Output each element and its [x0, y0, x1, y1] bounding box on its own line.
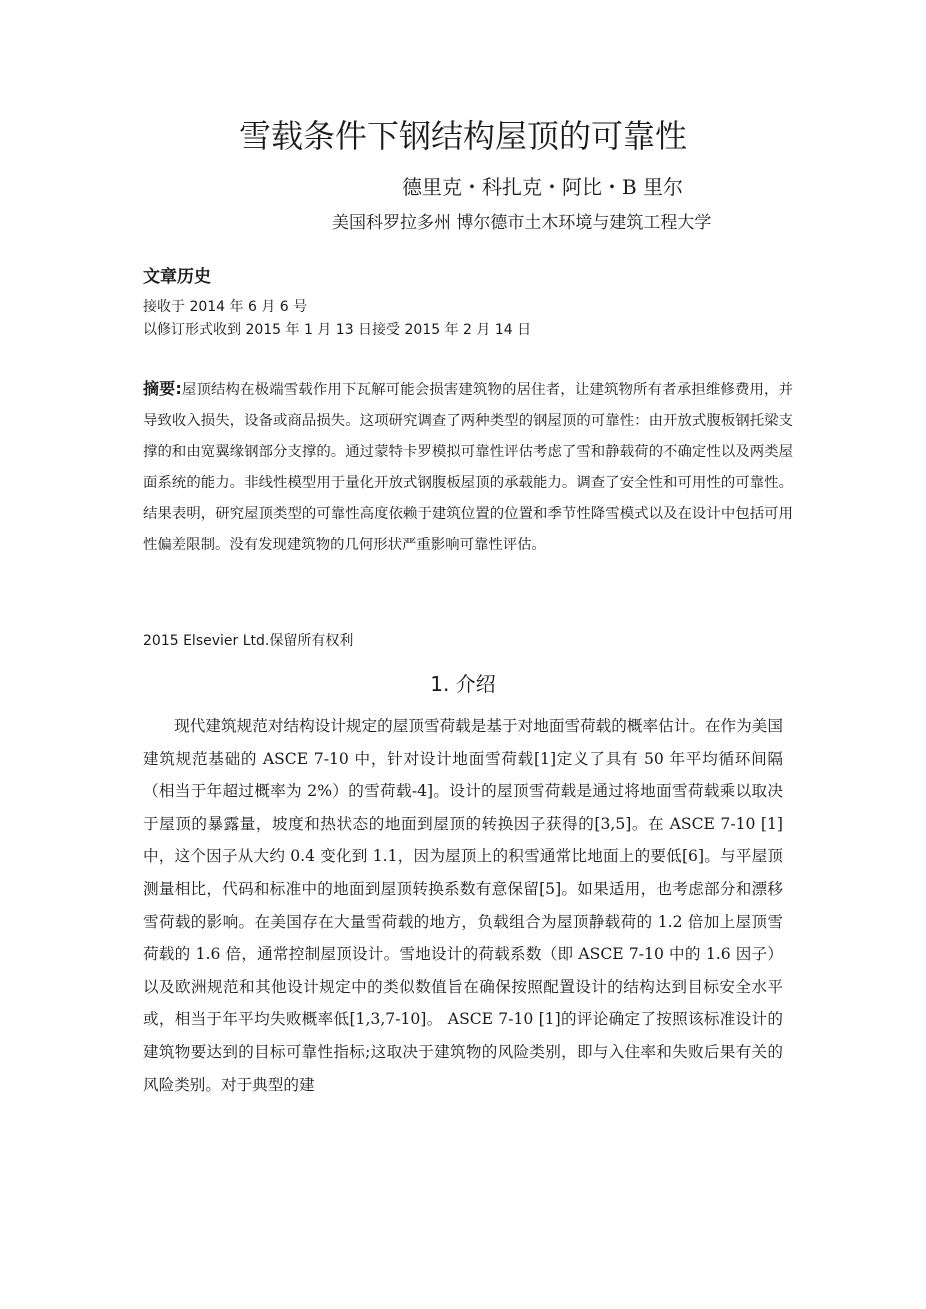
article-history-heading: 文章历史	[143, 267, 211, 287]
section-heading-introduction: 1. 介绍	[430, 672, 496, 696]
abstract	[143, 373, 793, 561]
revised-accepted-date: 以修订形式收到 2015 年 1 月 13 日接受 2015 年 2 月 14 日	[143, 322, 532, 338]
abstract-label: 摘要:	[143, 379, 182, 398]
introduction-paragraph: 现代建筑规范对结构设计规定的屋顶雪荷载是基于对地面雪荷载的概率估计。在作为美国建筑规范基础的 ASCE 7-10 中，针对设计地面雪荷载[1]定义了具有 50 年平均循环间隔（相当于年超过概率为 2%）的雪荷载-4]。设计的屋顶雪荷载是通过将地面雪荷载乘以取决于屋顶的暴露量，坡度和热状态的地面到屋顶的转换因子获得的[3,5]。在 ASCE 7-10 [1]中，这个因子从大约 0.4 变化到 1.1，因为屋顶上的积雪通常比地面上的要低[6]。与平屋顶测量相比，代码和标准中的地面到屋顶转换系数有意保留[5]。如果适用，也考虑部分和漂移雪荷载的影响。在美国存在大量雪荷载的地方，负载组合为屋顶静载荷的 1.2 倍加上屋顶雪荷载的 1.6 倍，通常控制屋顶设计。雪地设计的荷载系数（即 ASCE 7-10 中的 1.6 因子）以及欧洲规范和其他设计规定中的类似数值旨在确保按照配置设计的结构达到目标安全水平或，相当于年平均失败概率低[1,3,7-10]。 ASCE 7-10 [1]的评论确定了按照该标准设计的建筑物要达到的目标可靠性指标;这取决于建筑物的风险类别，即与入住率和失败后果有关的风险类别。对于典型的建	[143, 717, 783, 1094]
received-date: 接收于 2014 年 6 月 6 号	[143, 299, 308, 315]
abstract-text: 屋顶结构在极端雪载作用下瓦解可能会损害建筑物的居住者，让建筑物所有者承担维修费用，并导致收入损失，设备或商品损失。这项研究调查了两种类型的钢屋顶的可靠性：由开放式腹板钢托梁支撑的和由宽翼缘钢部分支撑的。通过蒙特卡罗模拟可靠性评估考虑了雪和静载荷的不确定性以及两类屋面系统的能力。非线性模型用于量化开放式钢腹板屋顶的承载能力。调查了安全性和可用性的可靠性。结果表明，研究屋顶类型的可靠性高度依赖于建筑位置的位置和季节性降雪模式以及在设计中包括可用性偏差限制。没有发现建筑物的几何形状严重影响可靠性评估。	[143, 382, 793, 553]
paper-title: 雪载条件下钢结构屋顶的可靠性	[238, 117, 687, 155]
author-list: 德里克・科扎克・阿比・B 里尔	[402, 175, 684, 199]
copyright-notice: 2015 Elsevier Ltd.保留所有权利	[143, 633, 354, 649]
author-affiliation: 美国科罗拉多州 博尔德市土木环境与建筑工程大学	[332, 213, 712, 233]
